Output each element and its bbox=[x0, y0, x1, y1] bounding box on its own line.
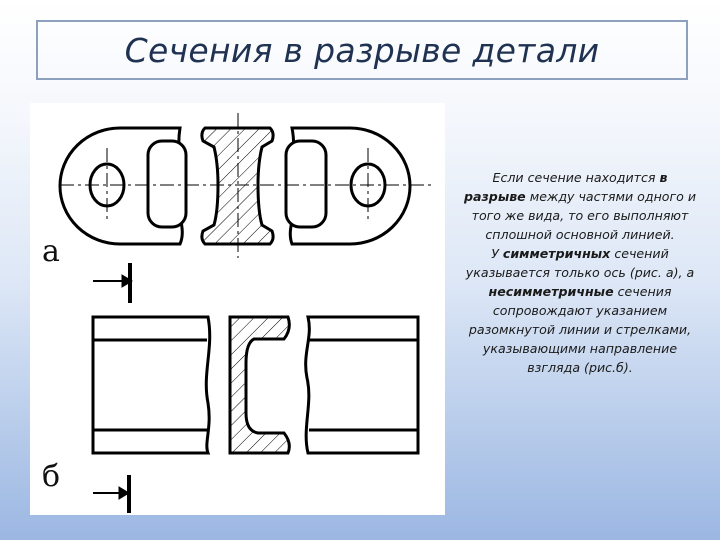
desc-text: сечения сопровождают указанием разомкнутой линии и стрелками, указывающими направление взгляда (рис.б). bbox=[468, 284, 692, 375]
desc-text: между частями одного и того же вида, то его выполняют сплошной основной линией. bbox=[471, 189, 697, 242]
figure-b bbox=[93, 317, 418, 453]
title-frame bbox=[36, 20, 688, 80]
desc-text: Если сечение находится bbox=[492, 170, 660, 185]
figure-a bbox=[60, 128, 410, 244]
right-block bbox=[306, 317, 418, 453]
cutting-plane-a bbox=[93, 263, 132, 303]
section-drawing bbox=[30, 103, 445, 515]
section-drawing-figure bbox=[30, 103, 445, 515]
desc-text: У bbox=[491, 246, 503, 261]
desc-text: сечений указывается только ось (рис. а), а bbox=[465, 246, 695, 280]
desc-bold-in-break: в разрыве bbox=[463, 170, 668, 204]
cutting-plane-b bbox=[93, 475, 129, 513]
description-paragraph-1 bbox=[460, 168, 700, 244]
description-paragraph-2 bbox=[460, 244, 700, 377]
label-b: б bbox=[42, 459, 61, 494]
label-a: а bbox=[42, 234, 60, 269]
desc-bold-asymmetric: несимметричные bbox=[488, 284, 614, 299]
description-text bbox=[460, 168, 700, 377]
right-slot bbox=[286, 141, 326, 227]
channel-section bbox=[230, 317, 289, 453]
left-slot bbox=[148, 141, 186, 227]
desc-bold-symmetric: симметричных bbox=[502, 246, 611, 261]
left-block bbox=[93, 317, 210, 453]
slide-title: Сечения в разрыве детали bbox=[124, 30, 600, 70]
